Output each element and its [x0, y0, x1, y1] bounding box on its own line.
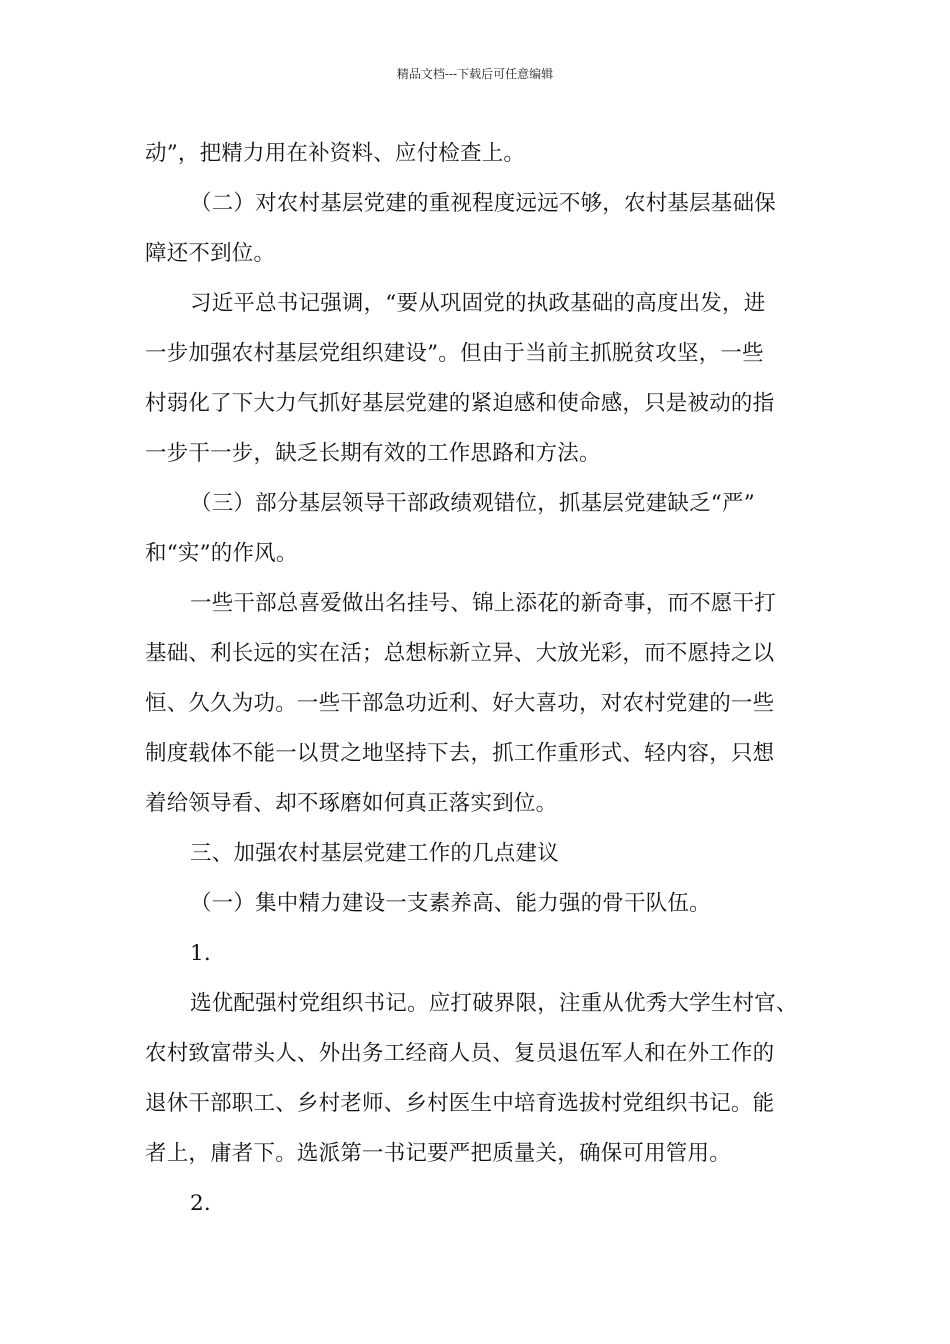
- text-line: 村弱化了下大力气抓好基层党建的紧迫感和使命感，只是被动的指: [145, 391, 775, 416]
- text-line: 恒、久久为功。一些干部急功近利、好大喜功，对农村党建的一些: [145, 691, 775, 716]
- text-line: 制度载体不能一以贯之地坚持下去，抓工作重形式、轻内容，只想: [145, 741, 775, 766]
- page-header: 精品文档---下载后可任意编辑: [396, 67, 554, 81]
- text-line: 一步加强农村基层党组织建设”。但由于当前主抓脱贫攻坚，一些: [145, 341, 764, 366]
- section-heading: （三）部分基层领导干部政绩观错位，抓基层党建缺乏“严”: [190, 491, 755, 516]
- section-heading: 三、加强农村基层党建工作的几点建议: [190, 841, 559, 866]
- section-heading: （一）集中精力建设一支素养高、能力强的骨干队伍。: [190, 891, 711, 916]
- text-line: 动”，把精力用在补资料、应付检查上。: [145, 141, 526, 166]
- text-line: 和“实”的作风。: [145, 541, 298, 566]
- text-line: 基础、利长远的实在活；总想标新立异、大放光彩，而不愿持之以: [145, 641, 775, 666]
- text-line: 着给领导看、却不琢磨如何真正落实到位。: [145, 791, 558, 816]
- text-line: 农村致富带头人、外出务工经商人员、复员退伍军人和在外工作的: [145, 1041, 775, 1066]
- document-body: [145, 129, 809, 1229]
- text-line: 一步干一步，缺乏长期有效的工作思路和方法。: [145, 441, 601, 466]
- text-line: 障还不到位。: [145, 241, 276, 266]
- item-number: 2.: [190, 1191, 211, 1216]
- text-line: 退休干部职工、乡村老师、乡村医生中培育选拔村党组织书记。能: [145, 1091, 775, 1116]
- text-line: 一些干部总喜爱做出名挂号、锦上添花的新奇事，而不愿干打: [190, 591, 776, 616]
- section-heading: （二）对农村基层党建的重视程度远远不够，农村基层基础保: [190, 191, 776, 216]
- item-number: 1.: [190, 941, 211, 966]
- text-line: 习近平总书记强调，“要从巩固党的执政基础的高度出发，进: [190, 291, 766, 316]
- text-line: 者上，庸者下。选派第一书记要严把质量关，确保可用管用。: [145, 1141, 731, 1166]
- text-line: 选优配强村党组织书记。应打破界限，注重从优秀大学生村官、: [190, 991, 798, 1016]
